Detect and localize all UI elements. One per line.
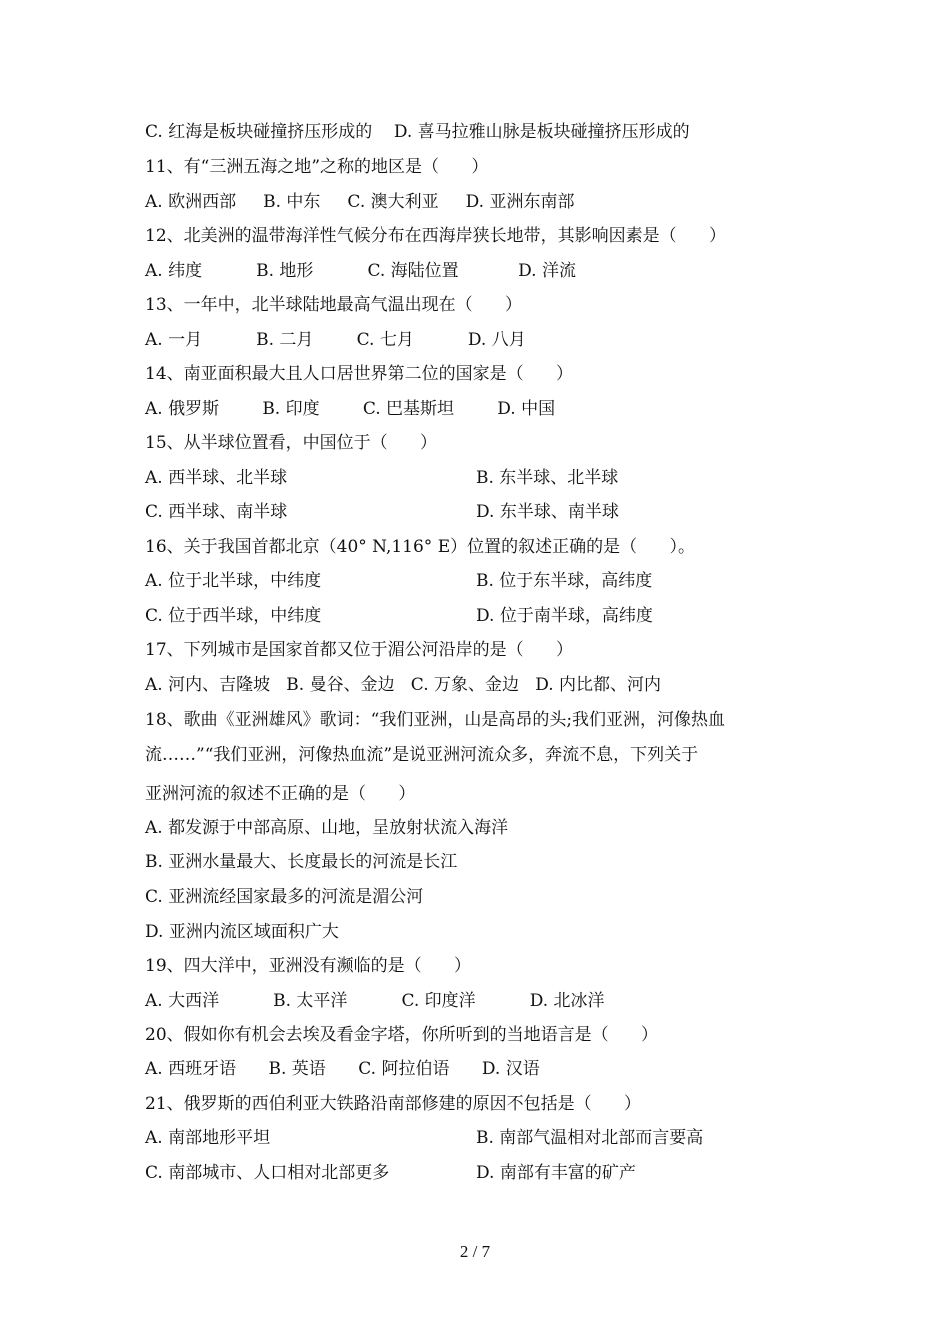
question-14-options: A. 俄罗斯 B. 印度 C. 巴基斯坦 D. 中国 [145,399,556,419]
question-13-stem: 13、一年中，北半球陆地最高气温出现在（ ） [145,295,523,315]
question-16-option-a: A. 位于北半球，中纬度 [145,571,322,591]
question-18-option-a: A. 都发源于中部高原、山地，呈放射状流入海洋 [145,818,509,838]
question-15-option-d: D. 东半球、南半球 [476,502,619,522]
question-13-options: A. 一月 B. 二月 C. 七月 D. 八月 [145,330,526,350]
question-21-option-b: B. 南部气温相对北部而言要高 [476,1128,704,1148]
question-16-option-b: B. 位于东半球，高纬度 [476,571,653,591]
page-number: 2 / 7 [459,1242,491,1261]
question-11-stem: 11、有“三洲五海之地”之称的地区是（ ） [145,157,489,177]
question-15-option-a: A. 西半球、北半球 [145,468,288,488]
question-12-stem: 12、北美洲的温带海洋性气候分布在西海岸狭长地带，其影响因素是（ ） [145,226,727,246]
question-21-option-c: C. 南部城市、人口相对北部更多 [145,1163,390,1183]
question-17-options: A. 河内、吉隆坡 B. 曼谷、金边 C. 万象、金边 D. 内比都、河内 [145,675,662,695]
question-18-option-d: D. 亚洲内流区域面积广大 [145,922,339,942]
question-16-option-c: C. 位于西半球，中纬度 [145,606,322,626]
question-21-option-d: D. 南部有丰富的矿产 [476,1163,636,1183]
question-16-option-d: D. 位于南半球，高纬度 [476,606,653,626]
question-15-stem: 15、从半球位置看，中国位于（ ） [145,433,438,453]
question-11-options: A. 欧洲西部 B. 中东 C. 澳大利亚 D. 亚洲东南部 [145,192,575,212]
question-18-option-c: C. 亚洲流经国家最多的河流是湄公河 [145,887,424,907]
question-20-options: A. 西班牙语 B. 英语 C. 阿拉伯语 D. 汉语 [145,1059,540,1079]
question-19-stem: 19、四大洋中，亚洲没有濒临的是（ ） [145,956,472,976]
question-10-options-cd: C. 红海是板块碰撞挤压形成的 D. 喜马拉雅山脉是板块碰撞挤压形成的 [145,122,690,142]
question-12-options: A. 纬度 B. 地形 C. 海陆位置 D. 洋流 [145,261,576,281]
question-15-option-c: C. 西半球、南半球 [145,502,288,522]
question-21-option-a: A. 南部地形平坦 [145,1128,271,1148]
question-19-options: A. 大西洋 B. 太平洋 C. 印度洋 D. 北冰洋 [145,991,605,1011]
question-17-stem: 17、下列城市是国家首都又位于湄公河沿岸的是（ ） [145,640,574,660]
question-18-option-b: B. 亚洲水量最大、长度最长的河流是长江 [145,852,458,872]
question-15-option-b: B. 东半球、北半球 [476,468,619,488]
question-18-stem-line-1: 18、歌曲《亚洲雄风》歌词：“我们亚洲，山是高昂的头;我们亚洲，河像热血 [145,710,726,730]
question-18-stem-line-2: 流……”“我们亚洲，河像热血流”是说亚洲河流众多，奔流不息，下列关于 [145,745,699,765]
question-16-stem: 16、关于我国首都北京（40° N,116° E）位置的叙述正确的是（ ）。 [145,537,696,557]
question-20-stem: 20、假如你有机会去埃及看金字塔，你所听到的当地语言是（ ） [145,1025,659,1045]
question-18-stem-line-3: 亚洲河流的叙述不正确的是（ ） [145,784,416,804]
question-14-stem: 14、南亚面积最大且人口居世界第二位的国家是（ ） [145,364,574,384]
question-21-stem: 21、俄罗斯的西伯利亚大铁路沿南部修建的原因不包括是（ ） [145,1094,642,1114]
